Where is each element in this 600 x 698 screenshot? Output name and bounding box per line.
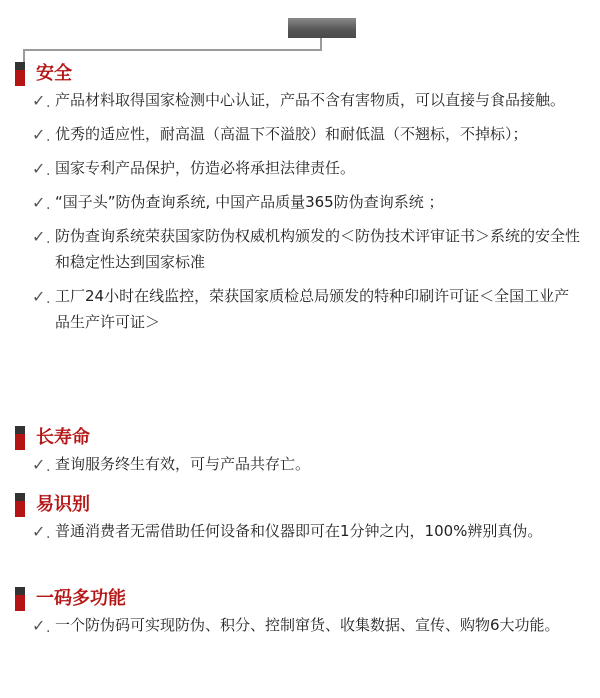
item-text: 优秀的适应性，耐高温（高温下不溢胶）和耐低温（不翘标，不掉标）； [55,125,528,143]
section-marker [15,426,25,450]
item-text: 防伪查询系统荣获国家防伪权威机构颁发的＜防伪技术评审证书＞系统的安全性和稳定性达到国家标准 [55,227,581,271]
item-text: 一个防伪码可实现防伪、积分、控制窜货、收集数据、宣传、购物6大功能。 [55,616,560,634]
bullet-dot: . [46,526,51,542]
list-item [10,189,600,215]
bullet-dot: . [46,163,51,179]
section-long-life [10,425,600,477]
bullet-dot: . [46,197,51,213]
check-icon: ✓ [32,125,46,144]
section-header [10,61,600,87]
section-multi-function [10,586,600,638]
list-item [10,612,600,638]
check-icon: ✓ [32,522,46,541]
section-marker [15,587,25,611]
section-title: 易识别 [36,494,90,515]
item-text: 国家专利产品保护，仿造必将承担法律责任。 [55,159,356,177]
bullet-dot: . [46,291,51,307]
list-item [10,155,600,181]
section-header [10,492,600,518]
item-text: 查询服务终生有效，可与产品共存亡。 [55,455,311,473]
bullet-dot: . [46,95,51,111]
list-item [10,121,600,147]
section-title: 长寿命 [36,427,90,448]
list-item [10,87,600,113]
check-icon: ✓ [32,455,46,474]
section-header [10,425,600,451]
section-marker [15,62,25,86]
item-text: 产品材料取得国家检测中心认证，产品不含有害物质，可以直接与食品接触。 [55,91,566,109]
list-item [10,518,600,544]
check-icon: ✓ [32,193,46,212]
check-icon: ✓ [32,159,46,178]
list-item [10,283,600,335]
item-text: 普通消费者无需借助任何设备和仪器即可在1分钟之内，100%辨别真伪。 [55,522,543,540]
list-item [10,451,600,477]
item-text: 工厂24小时在线监控，荣获国家质检总局颁发的特种印刷许可证＜全国工业产品生产许可证＞ [55,287,570,331]
bullet-dot: . [46,620,51,636]
top-tab [288,18,356,38]
list-item [10,223,600,275]
bullet-dot: . [46,231,51,247]
section-title: 安全 [36,63,72,84]
section-safety [10,61,600,335]
section-easy-identify [10,492,600,544]
connector-line [23,49,322,51]
bullet-dot: . [46,129,51,145]
section-marker [15,493,25,517]
check-icon: ✓ [32,91,46,110]
item-text: “国子头”防伪查询系统, 中国产品质量365防伪查询系统 ； [55,193,444,211]
check-icon: ✓ [32,227,46,246]
section-header [10,586,600,612]
bullet-dot: . [46,459,51,475]
section-title: 一码多功能 [36,588,126,609]
check-icon: ✓ [32,616,46,635]
check-icon: ✓ [32,287,46,306]
